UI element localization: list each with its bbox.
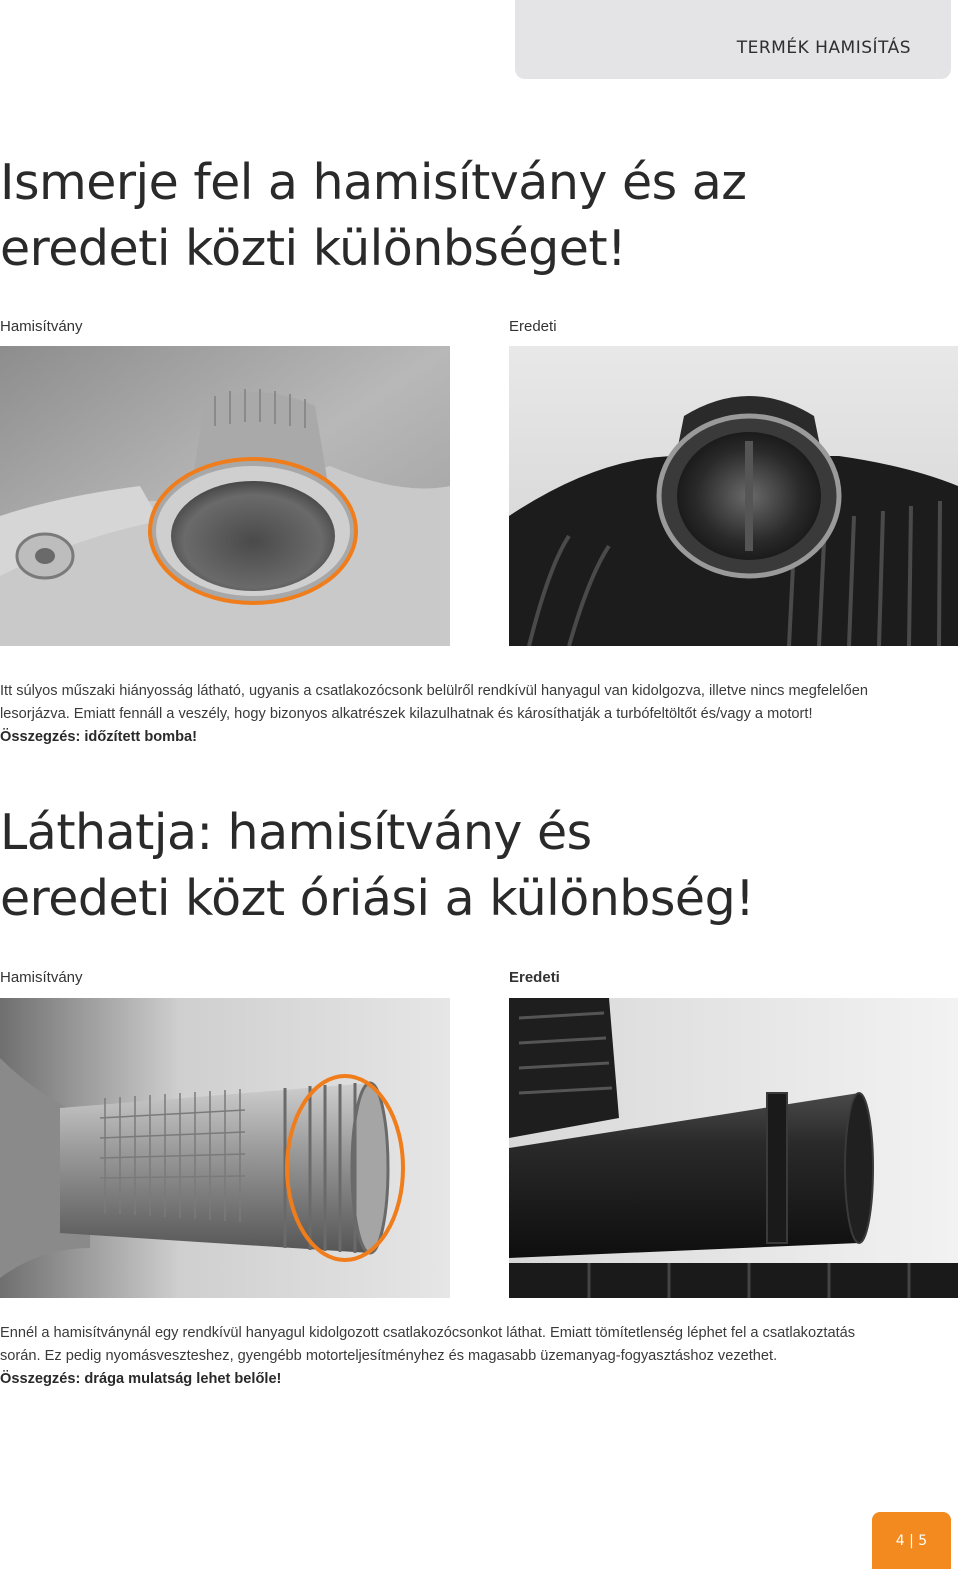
original-inside-photo	[509, 346, 958, 646]
section2-text-line1: Ennél a hamisítványnál egy rendkívül hanyagul kidolgozott csatlakozócsonkot láthat. Emiatt tömítetlenség léphet fel a csatlakoztatás	[0, 1325, 856, 1341]
section1-text-line2: lesorjázva. Emiatt fennáll a veszély, hogy bizonyos alkatrészek kilazulhatnak és károsíthatják a turbófeltöltőt és/vagy a motort!	[0, 706, 813, 722]
section1-text-line1: Itt súlyos műszaki hiányosság látható, ugyanis a csatlakozócsonk belülről rendkívül hanyagul van kidolgozva, illetve nincs megfelelően	[0, 683, 869, 699]
section2-title	[0, 800, 900, 932]
section2-text	[0, 1322, 950, 1391]
section2-text-line2: során. Ez pedig nyomásveszteshez, gyengébb motorteljesítményhez és magasabb üzemanyag-fogyasztáshoz vezethet.	[0, 1348, 778, 1364]
header-label: TERMÉK HAMISÍTÁS	[736, 38, 911, 58]
original-side-photo	[509, 998, 958, 1298]
section1-summary: Összegzés: időzített bomba!	[0, 729, 198, 745]
header-tab	[515, 0, 951, 79]
section1-title-line1: Ismerje fel a hamisítvány és az	[0, 154, 747, 211]
section1-text	[0, 680, 950, 749]
section1-title-line2: eredeti közti különbséget!	[0, 220, 627, 277]
section2-title-line1: Láthatja: hamisítvány és	[0, 804, 592, 861]
section2-summary: Összegzés: drága mulatság lehet belőle!	[0, 1371, 282, 1387]
section1-right-caption: Eredeti	[509, 318, 557, 335]
counterfeit-inside-photo	[0, 346, 450, 646]
counterfeit-side-photo	[0, 998, 450, 1298]
page-number: 4 | 5	[895, 1532, 928, 1549]
section1-left-caption: Hamisítvány	[0, 318, 83, 335]
section2-left-caption: Hamisítvány	[0, 969, 83, 986]
page-number-badge	[872, 1512, 951, 1569]
section2-title-line2: eredeti közt óriási a különbség!	[0, 870, 755, 927]
section1-title	[0, 150, 900, 282]
section2-right-caption: Eredeti	[509, 969, 560, 986]
